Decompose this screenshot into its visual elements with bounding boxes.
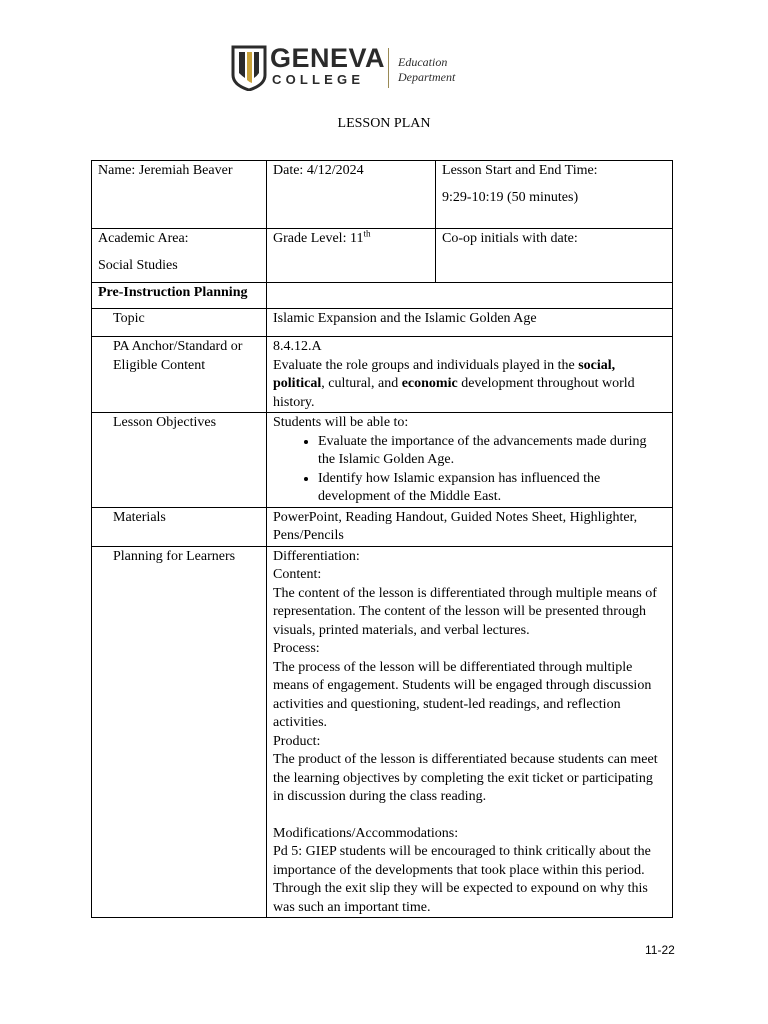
objectives-list (273, 433, 666, 507)
objectives-label: Lesson Objectives (113, 415, 217, 430)
standard-row (92, 337, 673, 413)
grade-level: Grade Level: 11 (273, 231, 364, 246)
topic-value-cell (267, 309, 673, 337)
learners-label: Planning for Learners (113, 548, 236, 564)
product-text: The product of the lesson is differentiated because students can meet the learning objectives by completing the exit ticket or participating in discussion during the class reading. (273, 752, 658, 804)
materials-value-cell (267, 507, 673, 546)
lesson-plan-table (91, 160, 673, 918)
standard-bold-political: political (273, 376, 322, 391)
logo-brand-sub: COLLEGE (272, 72, 365, 87)
time-cell (436, 161, 673, 229)
standard-code: 8.4.12.A (273, 339, 322, 354)
coop-initials: Co-op initials with date: (442, 231, 578, 246)
materials-label-cell (92, 507, 267, 546)
learners-row (92, 546, 673, 918)
section-empty-cell (267, 283, 673, 309)
time-value: 9:29-10:19 (50 minutes) (442, 189, 579, 205)
process-heading: Process: (273, 641, 320, 656)
topic-label-cell (92, 309, 267, 337)
materials-value: PowerPoint, Reading Handout, Guided Notes Sheet, Highlighter, Pens/Pencils (273, 509, 638, 543)
section-title: Pre-Instruction Planning (98, 285, 248, 300)
standard-label-1: PA Anchor/Standard or (113, 339, 243, 354)
objective-item: • Identify how Islamic expansion has influenced the development of the Middle East. (318, 470, 666, 507)
standard-text (273, 357, 666, 413)
objectives-value-cell (267, 413, 673, 508)
materials-label: Materials (113, 509, 166, 525)
differentiation-heading: Differentiation: (273, 548, 360, 564)
logo-department (398, 55, 455, 85)
topic-row (92, 309, 673, 337)
standard-bold-economic: economic (401, 376, 458, 391)
geneva-college-logo (230, 43, 480, 95)
materials-row (92, 507, 673, 546)
header-row-1 (92, 161, 673, 229)
objective-item: • Evaluate the importance of the advancements made during the Islamic Golden Age. (318, 433, 666, 470)
date-cell (267, 161, 436, 229)
standard-value-cell (267, 337, 673, 413)
academic-area-label: Academic Area: (98, 231, 189, 246)
process-text: The process of the lesson will be differentiated through multiple means of engagement. Students will be engaged through discussion activities and questioning, student-led readings, and reflection activities. (273, 659, 652, 730)
lesson-date: Date: 4/12/2024 (273, 163, 364, 178)
time-label: Lesson Start and End Time: (442, 163, 598, 178)
teacher-name: Name: Jeremiah Beaver (98, 163, 233, 178)
standard-label-cell (92, 337, 267, 413)
document-title: LESSON PLAN (337, 116, 431, 131)
standard-text-part: Evaluate the role groups and individuals played in the (273, 357, 579, 373)
objectives-label-cell (92, 413, 267, 508)
logo-divider (388, 48, 389, 88)
modifications-text: Pd 5: GIEP students will be encouraged to think critically about the importance of the developments that took place within this period. Through the exit slip they will be expected to expound on why this was such an important time. (273, 844, 651, 915)
objectives-intro: Students will be able to: (273, 415, 409, 430)
section-title-cell (92, 283, 267, 309)
academic-area-cell (92, 229, 267, 283)
topic-value: Islamic Expansion and the Islamic Golden Age (273, 311, 537, 326)
topic-label: Topic (113, 311, 145, 326)
coop-cell (436, 229, 673, 283)
academic-area-value: Social Studies (98, 257, 178, 273)
modifications-heading: Modifications/Accommodations: (273, 825, 459, 841)
content-heading: Content: (273, 567, 322, 582)
section-row (92, 283, 673, 309)
grade-level-cell (267, 229, 436, 283)
content-text: The content of the lesson is differentiated through multiple means of representation. The content of the lesson will be presented through visuals, printed materials, and verbal lectures. (273, 585, 657, 638)
standard-text-part: development throughout world history. (273, 376, 635, 410)
logo-dept-line2: Department (398, 70, 456, 84)
learners-value-cell (267, 546, 673, 918)
objectives-row (92, 413, 673, 508)
learners-label-cell (92, 546, 267, 918)
name-cell (92, 161, 267, 229)
logo-brand: GENEVA (270, 43, 386, 73)
standard-text-part: , cultural, and (321, 376, 402, 391)
standard-label-2: Eligible Content (113, 357, 206, 373)
logo-dept-line1: Education (398, 55, 448, 69)
geneva-shield-icon (230, 45, 268, 91)
standard-bold-social: social, (578, 357, 616, 373)
product-heading: Product: (273, 733, 321, 749)
page-number: 11-22 (645, 943, 675, 957)
header-row-2 (92, 229, 673, 283)
grade-level-suffix: th (363, 228, 371, 239)
